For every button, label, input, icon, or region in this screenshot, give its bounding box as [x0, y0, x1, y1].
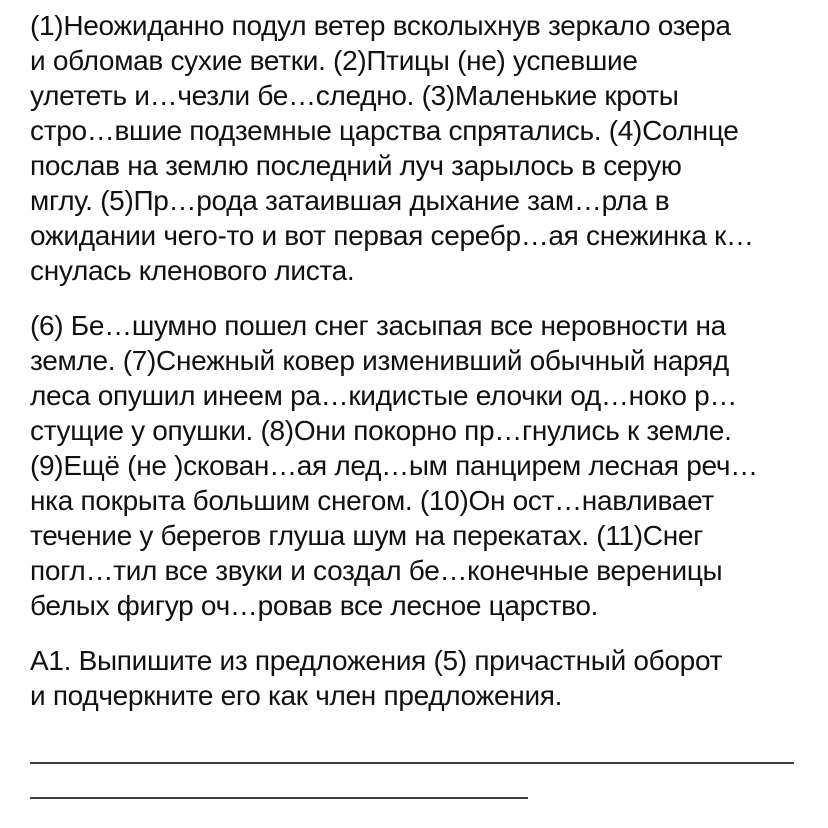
text-line: улететь и…чезли бе…следно. (3)Маленькие кроты: [30, 80, 679, 111]
text-line: стущие у опушки. (8)Они покорно пр…гнулись к земле.: [30, 415, 732, 446]
text-line: нка покрыта большим снегом. (10)Он ост…навливает: [30, 485, 714, 516]
task-a1: [30, 643, 804, 713]
text-paragraph-2: [30, 308, 804, 623]
text-line: погл…тил все звуки и создал бе…конечные вереницы: [30, 555, 723, 586]
text-line: снулась кленового листа.: [30, 255, 355, 286]
text-line: течение у берегов глуша шум на перекатах. (11)Снег: [30, 520, 704, 551]
answer-area: [30, 762, 804, 799]
answer-blank-line-2[interactable]: [30, 797, 528, 799]
text-line: (9)Ещё (не )скован…ая лед…ым панцирем лесная реч…: [30, 450, 758, 481]
text-line: (1)Неожиданно подул ветер всколыхнув зеркало озера: [30, 10, 731, 41]
text-paragraph-1: [30, 8, 804, 288]
text-line: ожидании чего-то и вот первая серебр…ая снежинка к…: [30, 220, 754, 251]
text-line: стро…вшие подземные царства спрятались. (4)Солнце: [30, 115, 739, 146]
task-text-line: и подчеркните его как член предложения.: [30, 680, 563, 711]
text-line: послав на землю последний луч зарылось в серую: [30, 150, 682, 181]
text-line: белых фигур оч…ровав все лесное царство.: [30, 590, 599, 621]
text-line: леса опушил инеем ра…кидистые елочки од…ноко р…: [30, 380, 738, 411]
text-line: и обломав сухие ветки. (2)Птицы (не) успевшие: [30, 45, 638, 76]
answer-blank-line-1[interactable]: [30, 762, 794, 764]
text-line: мглу. (5)Пр…рода затаившая дыхание зам…рла в: [30, 185, 670, 216]
text-line: земле. (7)Снежный ковер изменивший обычный наряд: [30, 345, 729, 376]
text-line: (6) Бе…шумно пошел снег засыпая все неровности на: [30, 310, 726, 341]
task-text-line: А1. Выпишите из предложения (5) причастный оборот: [30, 645, 723, 676]
